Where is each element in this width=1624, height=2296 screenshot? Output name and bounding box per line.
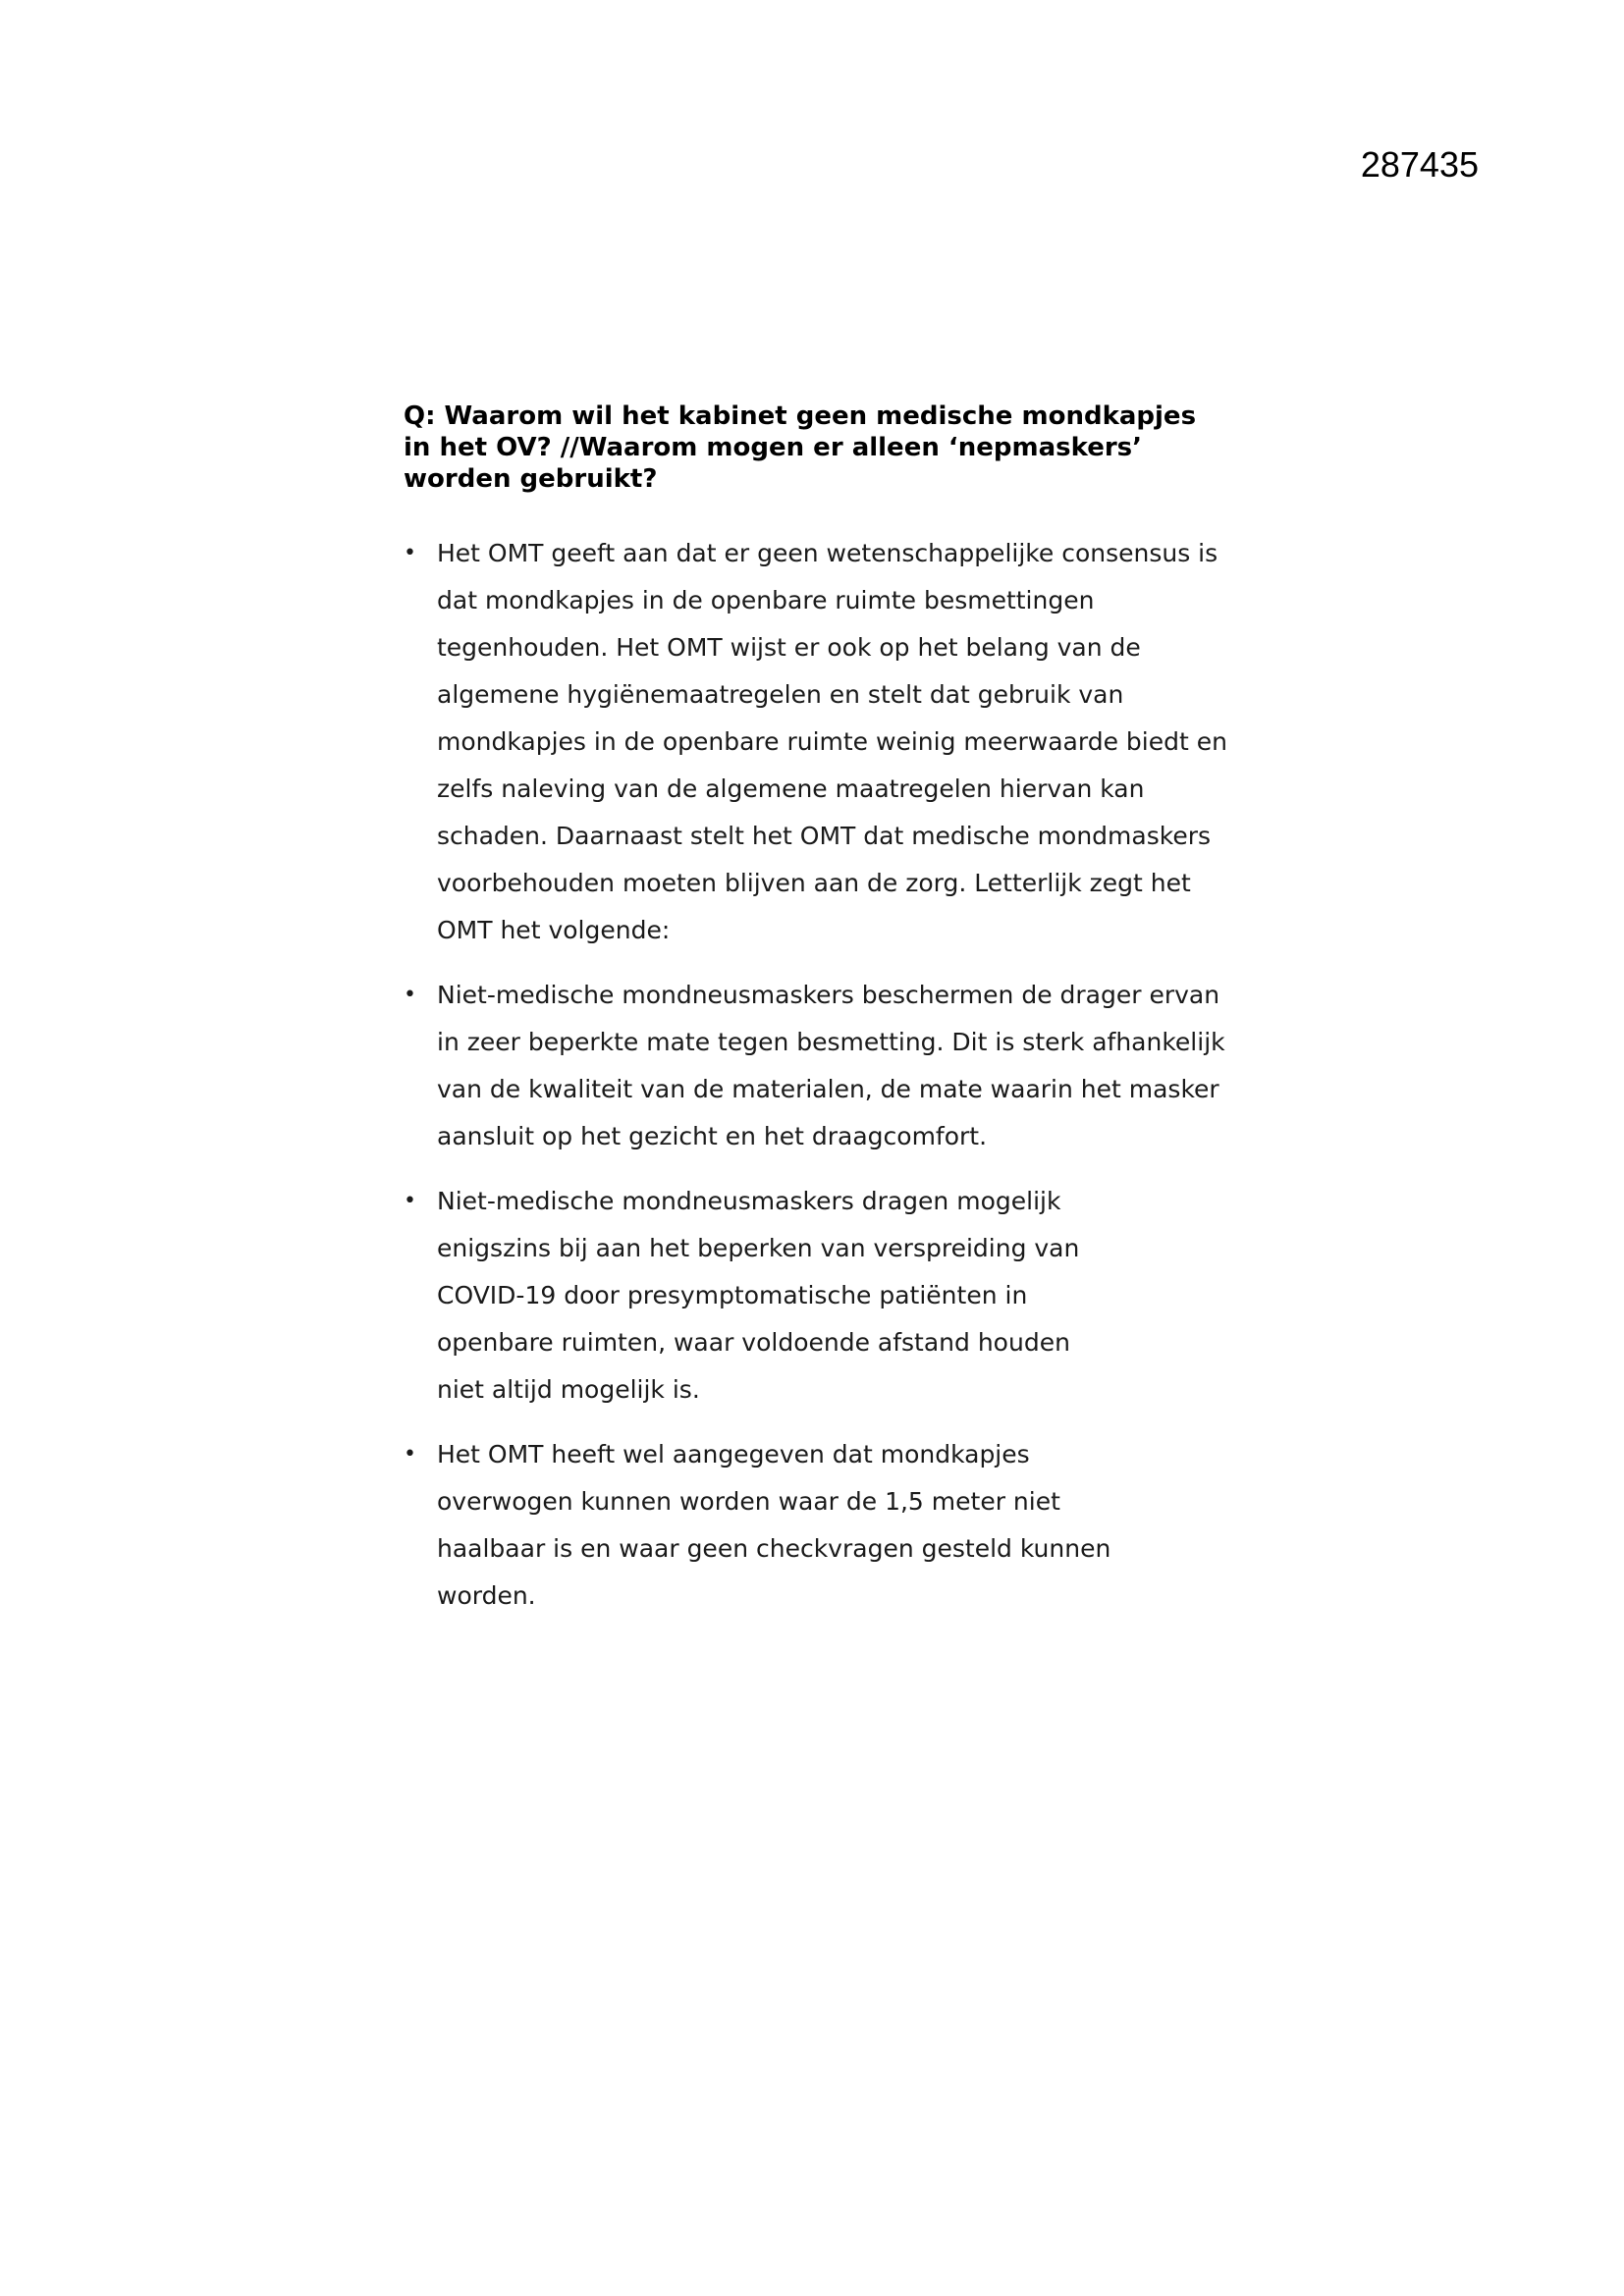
list-item [404, 530, 1248, 954]
answer-list [404, 530, 1248, 1620]
bullet-icon: • [404, 1189, 416, 1213]
document-body [404, 400, 1248, 1637]
bullet-icon: • [404, 983, 416, 1007]
list-item-text: Het OMT geeft aan dat er geen wetenschappelijke consensus is dat mondkapjes in de openbare ruimte besmettingen tegenhouden. Het OMT wijst er ook op het belang van de algemene hygiënemaatregelen en stelt dat gebruik van mondkapjes in de openbare ruimte weinig meerwaarde biedt en zelfs naleving van de algemene maatregelen hiervan kan schaden. Daarnaast stelt het OMT dat medische mondmaskers voorbehouden moeten blijven aan de zorg. Letterlijk zegt het OMT het volgende: [437, 539, 1227, 944]
list-item-text: Het OMT heeft wel aangegeven dat mondkapjes overwogen kunnen worden waar de 1,5 meter niet haalbaar is en waar geen checkvragen gesteld kunnen worden. [437, 1440, 1111, 1610]
list-item-text: Niet-medische mondneusmaskers dragen mogelijk enigszins bij aan het beperken van verspreiding van COVID-19 door presymptomatische patiënten in openbare ruimten, waar voldoende afstand houden niet altijd mogelijk is. [437, 1187, 1080, 1404]
document-number: 287435 [1360, 144, 1479, 185]
list-item [404, 1178, 1248, 1414]
list-item [404, 1431, 1248, 1620]
bullet-icon: • [404, 541, 416, 565]
bullet-icon: • [404, 1442, 416, 1467]
list-item-text: Niet-medische mondneusmaskers beschermen de drager ervan in zeer beperkte mate tegen besmetting. Dit is sterk afhankelijk van de kwaliteit van de materialen, de mate waarin het masker aansluit op het gezicht en het draagcomfort. [437, 981, 1225, 1150]
list-item [404, 972, 1248, 1160]
question-heading: Q: Waarom wil het kabinet geen medische mondkapjes in het OV? //Waarom mogen er alleen ‘nepmaskers’ worden gebruikt? [404, 401, 1197, 494]
